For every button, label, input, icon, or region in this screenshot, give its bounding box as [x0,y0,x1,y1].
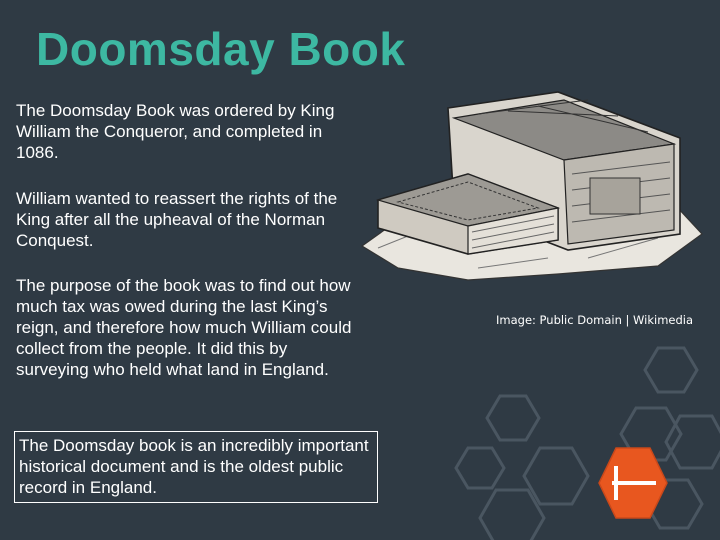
doomsday-book-illustration [358,78,706,284]
image-credit: Image: Public Domain | Wikimedia [496,313,694,327]
back-button[interactable] [598,446,668,520]
slide-title: Doomsday Book [36,23,406,75]
hexagon-decoration [440,330,720,540]
callout-box: The Doomsday book is an incredibly important historical document and is the oldest public record in England. [14,431,378,503]
paragraph-purpose: The purpose of the book was to find out how much tax was owed during the last King’s reign, and therefore how much William could collect from the people. It did this by surveying who held what land in England. [16,276,352,379]
paragraph-reassert: William wanted to reassert the rights of the King after all the upheaval of the Norman Conquest. [16,189,338,250]
paragraph-order: The Doomsday Book was ordered by King William the Conqueror, and completed in 1086. [16,101,335,162]
